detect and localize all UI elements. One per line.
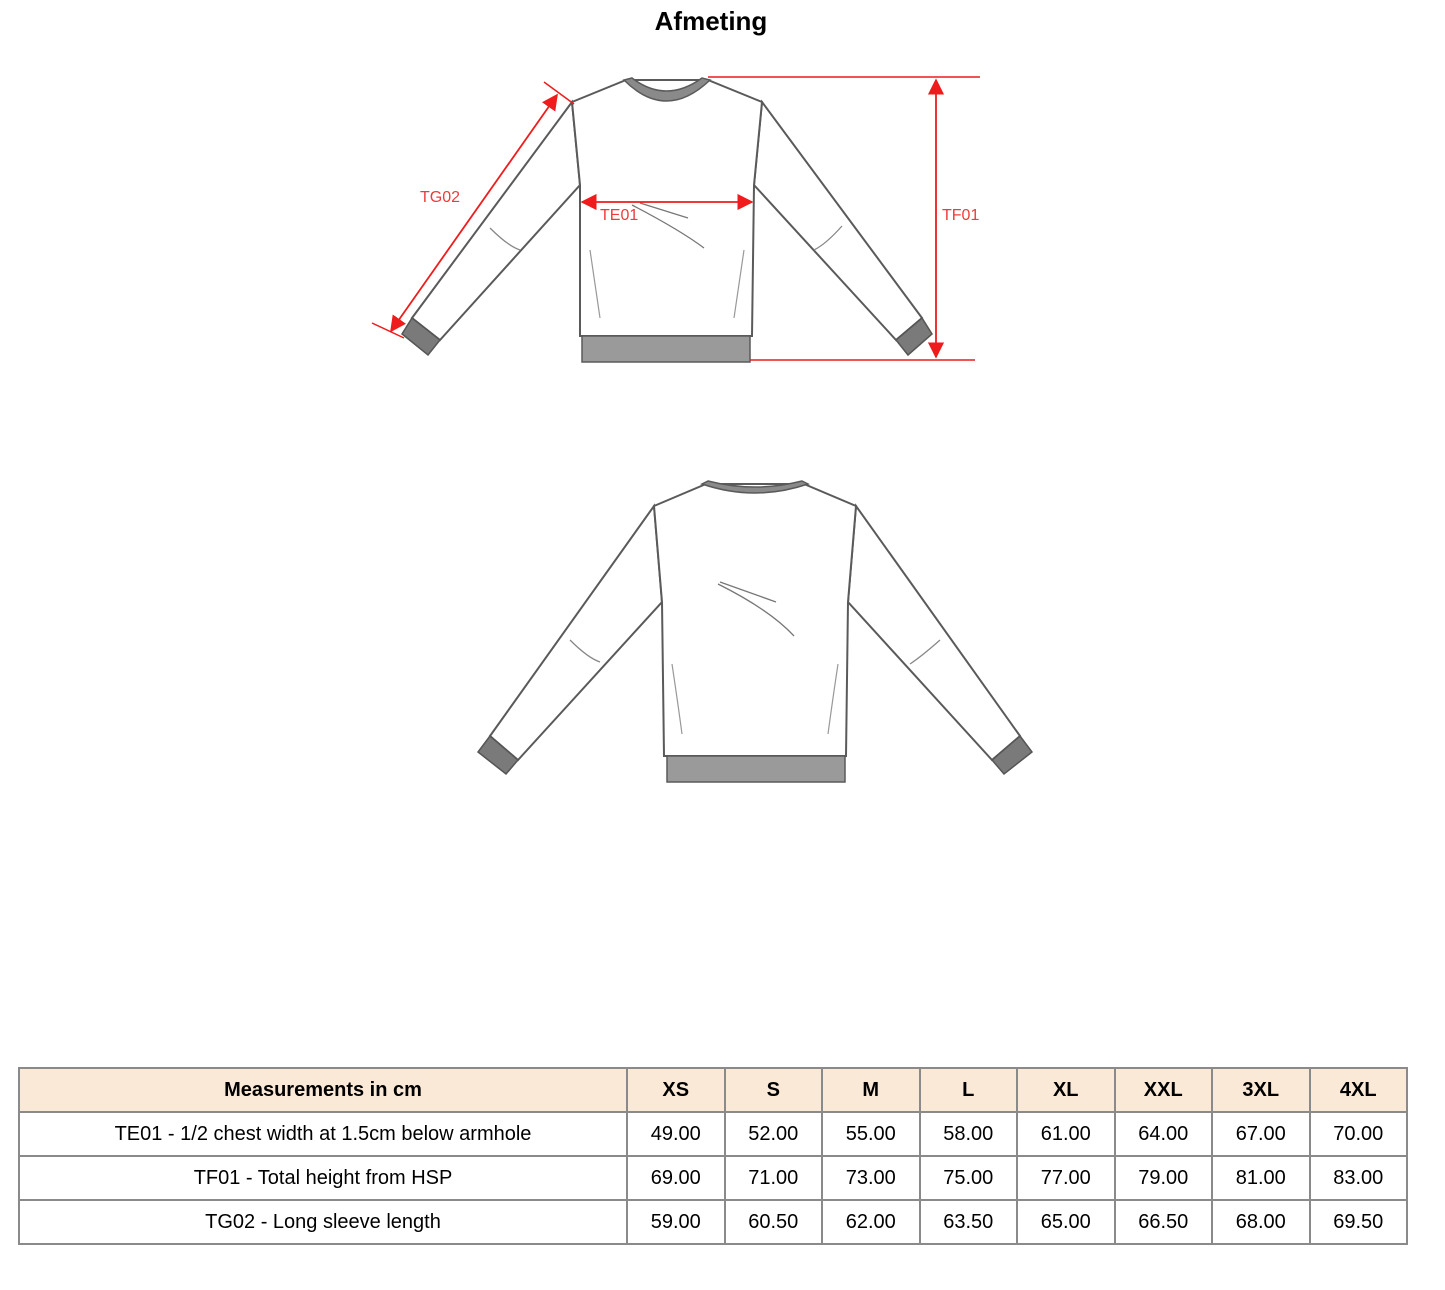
header-size-xs: XS: [627, 1068, 725, 1112]
table-cell: 63.50: [920, 1200, 1018, 1244]
sweatshirt-back: [478, 481, 1032, 782]
sleeve-measure-label: TG02: [420, 189, 461, 206]
header-measurements: Measurements in cm: [19, 1068, 627, 1112]
table-row: [19, 1156, 1407, 1200]
table-row: [19, 1200, 1407, 1244]
table-cell: 69.00: [627, 1156, 725, 1200]
sweatshirt-front: [402, 78, 932, 362]
table-cell: 75.00: [920, 1156, 1018, 1200]
header-size-3xl: 3XL: [1212, 1068, 1310, 1112]
table-cell: 83.00: [1310, 1156, 1408, 1200]
table-cell: 67.00: [1212, 1112, 1310, 1156]
table-cell: 52.00: [725, 1112, 823, 1156]
table-cell: 58.00: [920, 1112, 1018, 1156]
table-cell: 60.50: [725, 1200, 823, 1244]
header-size-4xl: 4XL: [1310, 1068, 1408, 1112]
table-cell: 59.00: [627, 1200, 725, 1244]
row-label: TF01 - Total height from HSP: [19, 1156, 627, 1200]
table-cell: 62.00: [822, 1200, 920, 1244]
row-label: TE01 - 1/2 chest width at 1.5cm below armhole: [19, 1112, 627, 1156]
table-cell: 66.50: [1115, 1200, 1213, 1244]
left-sleeve-back: [490, 506, 662, 760]
table-cell: 71.00: [725, 1156, 823, 1200]
chest-measure-label: TE01: [600, 207, 639, 224]
table-cell: 69.50: [1310, 1200, 1408, 1244]
header-size-xl: XL: [1017, 1068, 1115, 1112]
table-cell: 73.00: [822, 1156, 920, 1200]
sleeve-guide-bottom: [372, 323, 404, 338]
table-cell: 55.00: [822, 1112, 920, 1156]
row-label: TG02 - Long sleeve length: [19, 1200, 627, 1244]
table-cell: 81.00: [1212, 1156, 1310, 1200]
right-sleeve-front: [754, 102, 922, 340]
table-cell: 68.00: [1212, 1200, 1310, 1244]
height-measure-label: TF01: [942, 207, 980, 224]
table-row: [19, 1112, 1407, 1156]
sleeve-guide-top: [544, 82, 574, 104]
table-cell: 61.00: [1017, 1112, 1115, 1156]
page-title: Afmeting: [654, 6, 768, 36]
body-back: [654, 484, 856, 756]
table-cell: 77.00: [1017, 1156, 1115, 1200]
hem-band-front: [582, 336, 750, 362]
left-sleeve-front: [412, 102, 580, 340]
header-size-s: S: [725, 1068, 823, 1112]
table-cell: 64.00: [1115, 1112, 1213, 1156]
size-table: [18, 1067, 1408, 1245]
table-cell: 79.00: [1115, 1156, 1213, 1200]
header-size-xxl: XXL: [1115, 1068, 1213, 1112]
table-cell: 49.00: [627, 1112, 725, 1156]
header-size-l: L: [920, 1068, 1018, 1112]
hem-band-back: [667, 756, 845, 782]
header-size-m: M: [822, 1068, 920, 1112]
table-header-row: [19, 1068, 1407, 1112]
table-cell: 65.00: [1017, 1200, 1115, 1244]
table-cell: 70.00: [1310, 1112, 1408, 1156]
right-sleeve-back: [848, 506, 1020, 760]
